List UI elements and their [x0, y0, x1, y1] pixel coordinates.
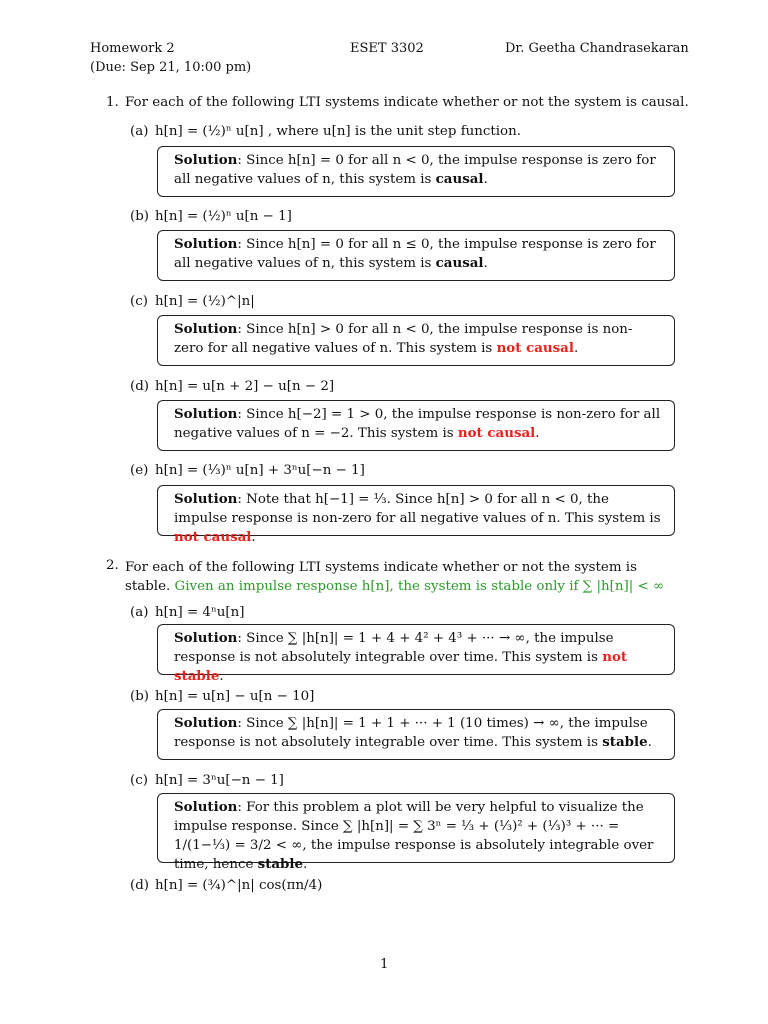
header-course: ESET 3302 — [350, 41, 424, 56]
verdict: not causal — [496, 340, 574, 356]
solution-label: Solution — [174, 152, 238, 168]
q1-number: 1. — [106, 95, 119, 110]
solution-label: Solution — [174, 715, 238, 731]
q1d-label: (d) — [130, 379, 150, 394]
verdict: not causal — [174, 529, 252, 545]
q1c-solution-box: Solution: Since h[n] > 0 for all n < 0, the impulse response is non-zero for all negative values of n. This system is not causal. — [157, 315, 675, 366]
q1a-label: (a) — [130, 124, 149, 139]
header-left-line1: Homework 2 — [90, 41, 175, 56]
q1b-solution-box: Solution: Since h[n] = 0 for all n ≤ 0, the impulse response is zero for all negative values of n, this system is causal. — [157, 230, 675, 281]
header-instructor: Dr. Geetha Chandrasekaran — [505, 41, 689, 56]
q1b-equation: h[n] = (½)ⁿ u[n − 1] — [155, 209, 292, 224]
solution-label: Solution — [174, 799, 238, 815]
q1d-solution-box: Solution: Since h[−2] = 1 > 0, the impulse response is non-zero for all negative values of n = −2. This system is not causal. — [157, 400, 675, 451]
verdict: not stable — [174, 649, 628, 684]
page-number: 1 — [380, 957, 389, 972]
q1a-solution-box: Solution: Since h[n] = 0 for all n < 0, the impulse response is zero for all negative values of n, this system is causal. — [157, 146, 675, 197]
q2-number: 2. — [106, 558, 119, 573]
q2a-equation: h[n] = 4ⁿu[n] — [155, 605, 245, 620]
solution-text: : Since ∑ |h[n]| = 1 + 4 + 4² + 4³ + ··· → ∞, the impulse response is not absolutely integrable over time. This system is — [174, 631, 614, 665]
q2-prompt: For each of the following LTI systems indicate whether or not the system is stable. — [125, 560, 637, 594]
q2d-label: (d) — [130, 878, 150, 893]
verdict: not causal — [457, 425, 536, 441]
header-left-line2: (Due: Sep 21, 10:00 pm) — [90, 60, 252, 75]
q2c-equation: h[n] = 3ⁿu[−n − 1] — [155, 773, 284, 788]
q2c-label: (c) — [130, 773, 148, 788]
q1e-solution-box: Solution: Note that h[−1] = ⅓. Since h[n] > 0 for all n < 0, the impulse response is non-zero for all negative values of n. This system is not causal. — [157, 485, 675, 536]
q1d-equation: h[n] = u[n + 2] − u[n − 2] — [155, 379, 335, 394]
solution-text: : Since h[n] > 0 for all n < 0, the impulse response is non-zero for all negative values of n. This system is — [174, 322, 633, 356]
q2b-equation: h[n] = u[n] − u[n − 10] — [155, 689, 315, 704]
q2b-label: (b) — [130, 689, 150, 704]
verdict: causal — [435, 171, 484, 187]
q1e-equation: h[n] = (⅓)ⁿ u[n] + 3ⁿu[−n − 1] — [155, 463, 365, 478]
solution-label: Solution — [174, 491, 238, 507]
q2-hint: Given an impulse response h[n], the system is stable only if ∑ |h[n]| < ∞ — [174, 579, 665, 594]
q1a-equation: h[n] = (½)ⁿ u[n] , where u[n] is the unit step function. — [155, 124, 521, 139]
solution-text: : For this problem a plot will be very helpful to visualize the impulse response. Since ∑ |h[n]| = ∑ 3ⁿ = ⅓ + (⅓)² + (⅓)³ + ··· = 1/(1−⅓) = 3/2 < ∞, the impulse response is absolutely integrable over time, hence — [174, 800, 654, 872]
q1c-label: (c) — [130, 294, 148, 309]
q2c-solution-box: Solution: For this problem a plot will be very helpful to visualize the impulse response. Since ∑ |h[n]| = ∑ 3ⁿ = ⅓ + (⅓)² + (⅓)³ + ··· = 1/(1−⅓) = 3/2 < ∞, the impulse response is absolutely integrable over time, hence stable. — [157, 793, 675, 863]
solution-text: : Since h[−2] = 1 > 0, the impulse response is non-zero for all negative values of n = −2. This system is — [174, 407, 661, 441]
solution-text: : Since ∑ |h[n]| = 1 + 1 + ··· + 1 (10 times) → ∞, the impulse response is not absolutely integrable over time. This system is — [174, 716, 648, 750]
q1c-equation: h[n] = (½)^|n| — [155, 294, 255, 309]
q2d-equation: h[n] = (¾)^|n| cos(πn/4) — [155, 878, 323, 893]
verdict: stable — [602, 734, 648, 750]
q1-prompt: For each of the following LTI systems indicate whether or not the system is causal. — [125, 95, 689, 110]
q1e-label: (e) — [130, 463, 149, 478]
solution-text: : Since h[n] = 0 for all n ≤ 0, the impulse response is zero for all negative values of n, this system is — [174, 237, 656, 271]
solution-label: Solution — [174, 630, 238, 646]
solution-text: : Note that h[−1] = ⅓. Since h[n] > 0 for all n < 0, the impulse response is non-zero for all negative values of n. This system is — [174, 492, 661, 526]
solution-label: Solution — [174, 236, 238, 252]
q1b-label: (b) — [130, 209, 150, 224]
solution-label: Solution — [174, 406, 238, 422]
q2a-solution-box: Solution: Since ∑ |h[n]| = 1 + 4 + 4² + 4³ + ··· → ∞, the impulse response is not absolutely integrable over time. This system is not stable. — [157, 624, 675, 675]
q2b-solution-box: Solution: Since ∑ |h[n]| = 1 + 1 + ··· + 1 (10 times) → ∞, the impulse response is not absolutely integrable over time. This system is stable. — [157, 709, 675, 760]
q2a-label: (a) — [130, 605, 149, 620]
solution-text: : Since h[n] = 0 for all n < 0, the impulse response is zero for all negative values of n, this system is — [174, 153, 656, 187]
verdict: causal — [435, 255, 484, 271]
q2-prompt-block — [125, 558, 680, 596]
solution-label: Solution — [174, 321, 238, 337]
verdict: stable — [257, 856, 304, 872]
